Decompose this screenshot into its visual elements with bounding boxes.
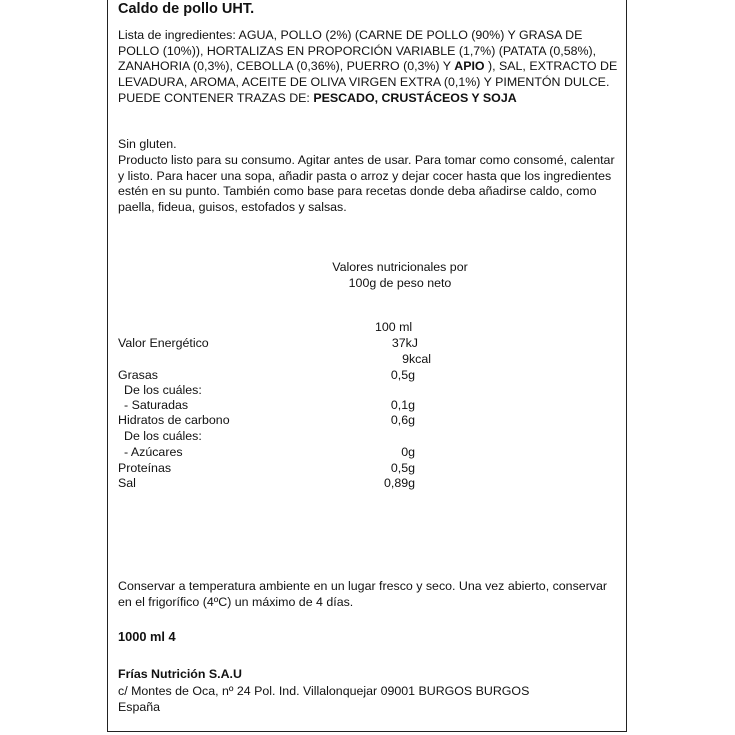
nutrient-value: 0,6g (390, 413, 415, 427)
gluten-free-note: Sin gluten. (118, 137, 177, 151)
nutrient-label: Sal (118, 476, 136, 490)
nutrient-label: Valor Energético (118, 336, 209, 350)
nutrient-label: - Azúcares (124, 445, 183, 459)
allergen-traces: PESCADO, CRUSTÁCEOS Y SOJA (313, 90, 517, 105)
nutrient-label: De los cuáles: (124, 383, 202, 397)
nutrition-heading (300, 259, 500, 291)
ingredients-text-2: ), SAL, EXTRACTO DE LEVADURA, AROMA, ACEITE DE OLIVA VIRGEN EXTRA (0,1%) Y PIMENTÓN DULCE. PUEDE CONTENER TRAZAS DE: (118, 59, 618, 105)
nutrient-label: Hidratos de carbono (118, 413, 230, 427)
nutrient-value: 0g (401, 445, 415, 459)
nutrient-value: 0,89g (383, 476, 415, 490)
product-title: Caldo de pollo UHT. (118, 1, 255, 17)
net-quantity: 1000 ml 4 (118, 629, 176, 644)
nutrient-value: 37kJ (391, 336, 418, 350)
allergen-celery: APIO (454, 59, 485, 74)
nutrient-label: - Saturadas (124, 398, 189, 412)
company-name: Frías Nutrición S.A.U (118, 667, 242, 681)
ingredients-text: Lista de ingredientes: AGUA, POLLO (2%) (CARNE DE POLLO (90%) Y GRASA DE POLLO (10%)), HORTALIZAS EN PROPORCIÓN VARIABLE (1,7%) (PATATA (0,58%), ZANAHORIA (0,3%), CEBOLLA (0,36%), PUERRO (0,3%) Y (118, 28, 597, 74)
nutrition-heading-line1: Valores nutricionales por (332, 260, 468, 274)
nutrient-value: 0,1g (390, 398, 415, 412)
usage-instructions: Producto listo para su consumo. Agitar antes de usar. Para tomar como consomé, calentar y listo. Para hacer una sopa, añadir pasta o arroz y dejar cocer hasta que los ingredientes estén en su punto. También como base para recetas donde deba añadirse caldo, como paella, fideua, guisos, estofados y salsas. (118, 153, 615, 215)
nutrition-heading-line2: 100g de peso neto (348, 276, 452, 290)
ingredients-list (118, 28, 618, 107)
nutrition-unit-header: 100 ml (375, 320, 413, 334)
nutrient-label: Proteínas (118, 461, 172, 475)
company-country: España (118, 700, 161, 714)
nutrient-label: Grasas (118, 368, 158, 382)
nutrient-label: De los cuáles: (124, 429, 202, 443)
company-address: c/ Montes de Oca, nº 24 Pol. Ind. Villalonquejar 09001 BURGOS BURGOS (118, 684, 530, 698)
storage-instructions: Conservar a temperatura ambiente en un lugar fresco y seco. Una vez abierto, conservar en el frigorífico (4ºC) un máximo de 4 días. (118, 579, 607, 609)
nutrient-value: 0,5g (390, 461, 415, 475)
nutrient-value: 9kcal (402, 352, 431, 366)
nutrient-value: 0,5g (390, 368, 415, 382)
